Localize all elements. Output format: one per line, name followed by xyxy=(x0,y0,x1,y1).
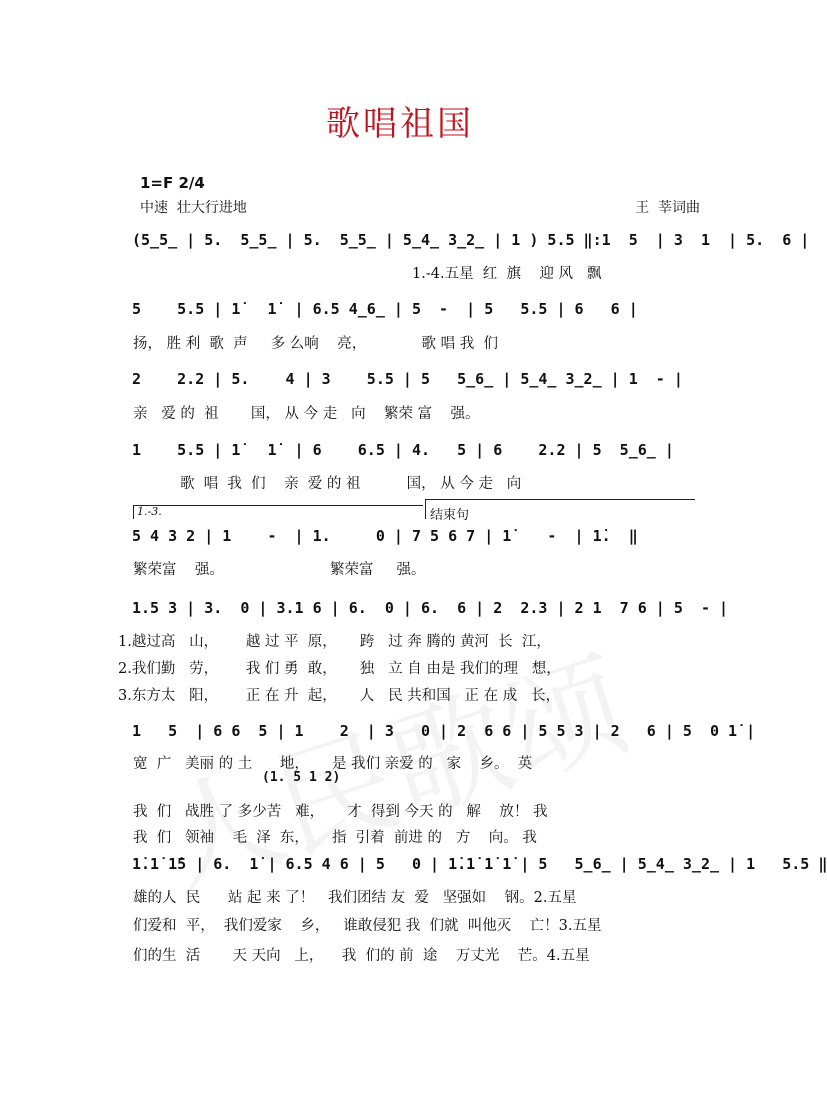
lyric-row: 扬， 胜 利 歌 声 多 么响 亮， 歌 唱 我 们 xyxy=(133,336,498,352)
lyric-row: 宽 广 美丽 的 土 地， 是 我们 亲爱 的 家 乡。 英 xyxy=(133,756,533,772)
lyric-row: 们爱和 平， 我们爱家 乡， 谁敢侵犯 我 们就 叫他灭 亡！3.五星 xyxy=(133,918,602,934)
lyric-row: 雄的人 民 站 起 来 了！ 我们团结 友 爱 坚强如 钢。2.五星 xyxy=(133,890,577,906)
lyric-row: 1.-4.五星 红 旗 迎 风 飘 xyxy=(412,266,602,282)
tempo-marking: 中速 壮大行进地 xyxy=(140,200,247,216)
author-credit: 王 莘词曲 xyxy=(635,200,700,216)
lyric-row: 歌 唱 我 们 亲 爱 的 祖 国， 从 今 走 向 xyxy=(180,476,522,492)
lyric-row: 3.东方太 阳， 正 在 升 起， 人 民 共和国 正 在 成 长， xyxy=(118,688,561,704)
ending-bracket xyxy=(425,499,695,500)
music-row: (5̲5̲ | 5. 5̲5̲ | 5. 5̲5̲ | 5̲4̲ 3̲2̲ | 1 ) 5.5 ‖:1 5 | 3 1 | 5. 6 | xyxy=(132,231,810,249)
volta-bracket-1-edge xyxy=(133,505,134,519)
music-row: 1 5 | 6 6 5 | 1 2 | 3 0 | 2 6 6 | 5 5 3 | 2 6 | 5 0 1̇ | xyxy=(132,722,756,740)
lyric-row: 我 们 战胜 了 多少苦 难， 才 得到 今天 的 解 放！ 我 xyxy=(133,804,548,820)
key-signature: 1=F 2/4 xyxy=(140,174,205,192)
lyric-row: 亲 爱 的 祖 国， 从 今 走 向 繁荣 富 强。 xyxy=(133,406,480,422)
lyric-row: 们的生 活 天 天向 上， 我 们的 前 途 万丈光 芒。4.五星 xyxy=(133,948,590,964)
music-row: 2 2.2 | 5. 4 | 3 5.5 | 5 5̲6̲ | 5̲4̲ 3̲2̲ | 1 - | xyxy=(132,370,683,388)
music-row: 1 5.5 | 1̇ 1̇ | 6 6.5 | 4. 5 | 6 2.2 | 5 5̲6̲ | xyxy=(132,441,674,459)
volta-bracket-1 xyxy=(133,505,423,506)
song-title: 歌唱祖国 xyxy=(326,104,474,144)
lyric-row: 1.越过高 山， 越 过 平 原， 跨 过 奔 腾的 黄河 长 江， xyxy=(118,634,551,650)
alt-notes: (1. 5 1 2) xyxy=(262,770,341,785)
lyric-row: 我 们 领袖 毛 泽 东， 指 引着 前进 的 方 向。 我 xyxy=(133,830,537,846)
music-row: 1̇.1̇ 1̇5 | 6. 1̇ | 6.5 4 6 | 5 0 | 1̇.1̇ 1̇ 1̇ | 5 5̲6̲ | 5̲4̲ 3̲2̲ | 1 5.5 ‖ xyxy=(132,855,827,873)
lyric-row: 2.我们勤 劳， 我 们 勇 敢， 独 立 自 由是 我们的理 想， xyxy=(118,661,561,677)
lyric-row: 繁荣富 强。 繁荣富 强。 xyxy=(133,562,426,578)
volta-1-label: 1.-3. xyxy=(137,505,162,518)
ending-label: 结束句 xyxy=(430,508,470,523)
music-row: 5 4 3 2 | 1 - | 1. 0 | 7 5 6 7 | 1̇ - | 1̇. ‖ xyxy=(132,527,638,545)
music-row: 5 5.5 | 1̇ 1̇ | 6.5 4̲6̲ | 5 - | 5 5.5 | 6 6 | xyxy=(132,300,638,318)
music-row: 1.5 3 | 3. 0 | 3.1 6 | 6. 0 | 6. 6 | 2 2.3 | 2 1 7 6 | 5 - | xyxy=(132,599,729,617)
ending-bracket-edge xyxy=(425,499,426,519)
